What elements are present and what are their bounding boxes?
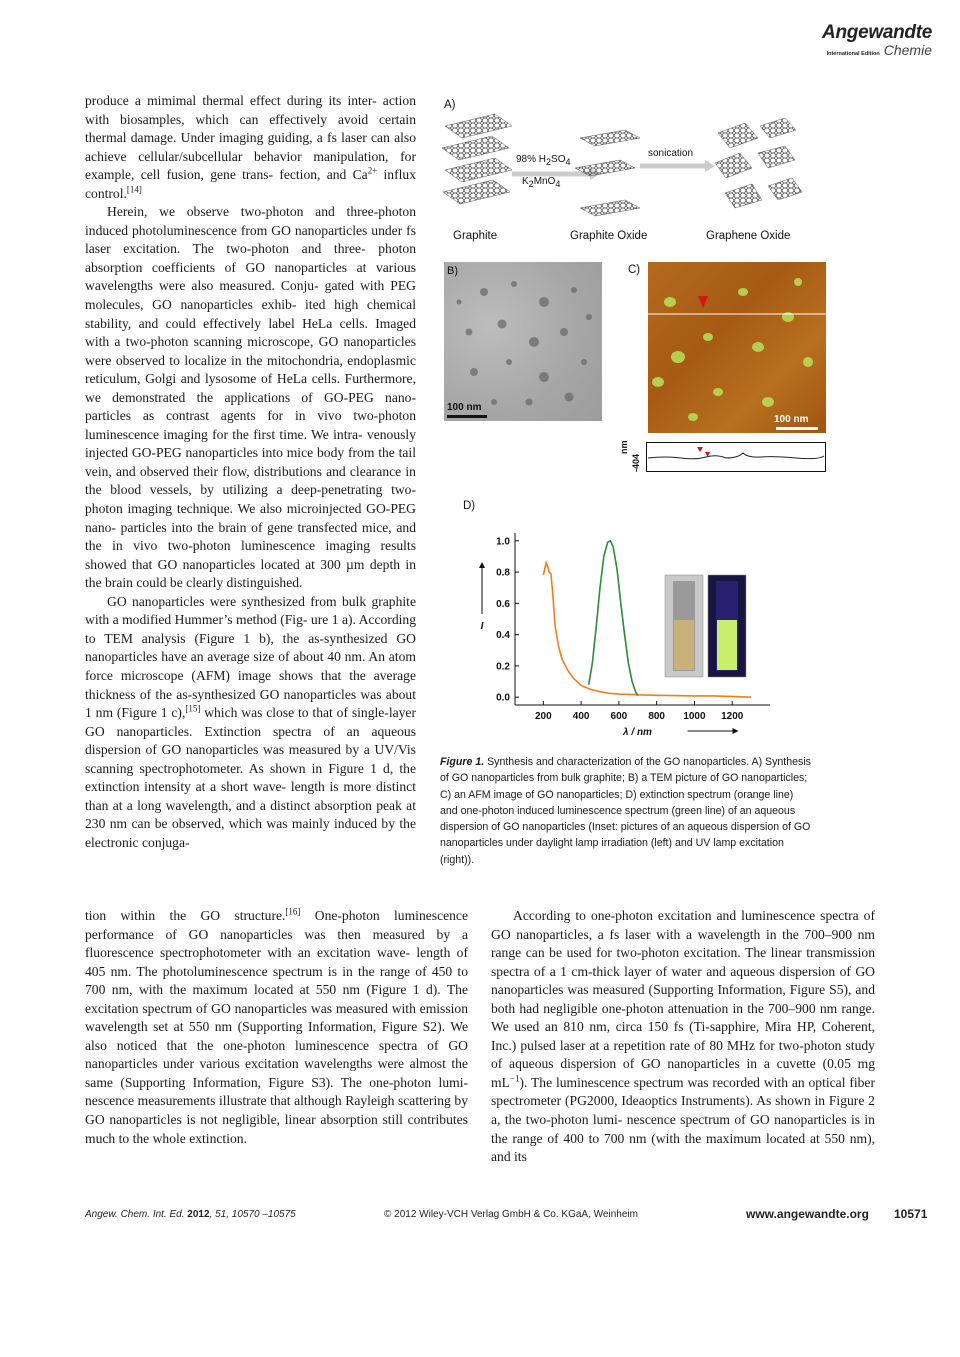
x-tick-label: 1200 (721, 711, 744, 722)
y-tick-label: 0.8 (496, 567, 510, 579)
footer-citation: Angew. Chem. Int. Ed. 2012, 51, 10570 –10575 (85, 1209, 296, 1220)
graphene-oxide-flakes (715, 118, 802, 208)
x-axis-arrowhead (733, 728, 739, 734)
sonication-label: sonication (648, 148, 694, 159)
profile-value: -404 (631, 453, 641, 472)
y-axis-arrowhead (479, 562, 485, 568)
scale-bar-b (447, 415, 487, 418)
right-column: According to one-photon excitation and luminescence spectra of GO nanoparticles, a fs laser with a wavelength in the 700–900 nm range can be used for two-photon excitation. The linear transmission spectra of a 1 cm-thick layer of water and aqueous dispersion of GO nanoparticles was measured (Supporting Information, Figure S5), and both had negligible one-photon attenuation in the 700–900 nm range. We used an 810 nm, circa 150 fs (Ti-sapphire, Mira HP, Coherent, Inc.) pulsed laser at a repetition rate of 80 MHz for two-photon study of aqueous dispersion of GO nanoparticles in a cuvette (0.05 mg $mL^{-1}$). The luminescence spectrum was recorded with an optical fiber spectrometer (PG2000, Ideaoptics Instruments). As shown in Figure 2 a, the two-photon lumi- nescence spectrum of GO nanoparticles is in the range of 400 to 700 nm (with the maximum located at 550 nm), and its (491, 908, 876, 1165)
footer-website[interactable]: www.angewandte.org (746, 1207, 869, 1221)
paragraph-2: Herein, we observe two-photon and three-photon induced photoluminescence from GO nanoparticles under fs laser excitation. The two-photon and three- photon absorption coefficients of GO nanoparticles at various wavelengths were also measured. Conju- gated with PEG molecules, GO nanoparticles exhib- ited high chemical stability, and could effectively label HeLa cells. Imaged with a two-photon scanning microscope, GO nanoparticles were observed to localize in the mitochondria, endoplasmic reticulum, Golgi and lysosome of HeLa cells. Furthermore, we demonstrated the applications of GO-PEG nano- particles as contrast agents for in vivo two-photon luminescence imaging for the first time. We intra- venously injected GO-PEG nanoparticles into mice body from the tail vein, and observed their flow, distributions and clearance in the blood vessels, by utilizing a deep-penetrating two-photon imaging technique. We also microinjected GO-PEG nano- particles into the brain of gene transfected mice, and the in vivo two-photon luminescence imaging results showed that GO nanoparticles located at 300 µm depth in the brain could be clearly distinguished. (85, 204, 417, 591)
panel-d-label: D) (463, 500, 476, 512)
x-tick-label: 200 (534, 711, 552, 722)
panel-a-label: A) (444, 99, 456, 111)
uv-liquid (717, 620, 737, 670)
y-tick-label: 0.4 (496, 630, 510, 642)
y-tick-label: 0.2 (496, 661, 510, 673)
journal-name: Angewandte (822, 22, 932, 43)
graphite-label: Graphite (453, 230, 498, 242)
scale-bar-c-label: 100 nm (774, 414, 809, 425)
afm-particles (648, 262, 826, 433)
scale-bar-c (776, 427, 818, 430)
x-tick-label: 600 (610, 711, 628, 722)
reagent-sulfuric-acid: 98% $H_2SO_4$ (516, 154, 571, 167)
paragraph-3: GO nanoparticles were synthesized from bulk graphite with a modified Hummer’s method (Fig- ure 1 a). According to TEM analysis (Figure 1 b), the as-synthesized GO nanoparticles have an average size of about 40 nm. An atom force microscope (AFM) image shows that the average thickness of the as-synthesized GO nanoparticles was about 1 nm (Figure 1 c),[15] which was close to that of single-layer GO nanoparticles. Extinction spectra of an aqueous dispersion of GO nanoparticles was measured by a UV/Vis scanning spectrophotometer. As shown in Figure 1 d, the extinction intensity at a short wave- length is more distinct than at a long wavelength, and a distinct absorption peak at 230 nm can be observed, which was mainly induced by the electronic conjuga- (85, 593, 416, 850)
y-tick-label: 0.6 (496, 598, 510, 610)
y-axis-label: I (480, 621, 484, 632)
footer-copyright: © 2012 Wiley-VCH Verlag GmbH & Co. KGaA, Weinheim (384, 1209, 638, 1220)
x-tick-label: 400 (572, 711, 590, 722)
paragraph-1: produce a mimimal thermal effect during its inter- action with biosamples, which can effectively avoid certain thermal damage. Under imaging guiding, a fs laser can also achieve cellular/subcellular behavior manipulation, for example, cell fusion, gene trans- fection, and $Ca^{2+}$ influx control.[14] (85, 93, 417, 201)
graphite-oxide-label: Graphite Oxide (570, 230, 648, 242)
page-number: 10571 (894, 1207, 928, 1221)
x-axis-label: λ / nm (623, 727, 652, 738)
y-tick-label: 0.0 (496, 692, 510, 704)
edition-label: International Edition (826, 51, 880, 57)
reagent-permanganate: $K_2MnO_4$ (522, 176, 561, 189)
panel-b-label: B) (447, 265, 458, 277)
panel-a-scheme (440, 108, 840, 233)
graphite-oxide-stack (575, 130, 640, 216)
x-tick-label: 1000 (683, 711, 706, 722)
graphene-oxide-label: Graphene Oxide (706, 230, 791, 242)
daylight-liquid (674, 620, 694, 670)
y-tick-label: 1.0 (496, 536, 510, 548)
afm-height-profile (646, 442, 826, 472)
figure-caption: Figure 1. Synthesis and characterization of the GO nanoparticles. A) Synthesis of GO nanoparticles from bulk graphite; B) a TEM picture of GO nanoparticles; C) an AFM image of GO nanoparticles; D) extinction spectrum (orange line) and one-photon induced luminescence spectrum (green line) of an aqueous dispersion of GO nanoparticles (Inset: pictures of an aqueous dispersion of GO nanoparticles under daylight lamp irradiation (left) and UV lamp excitation (right)). (440, 756, 811, 866)
graphite-stack (442, 114, 512, 204)
panel-c-label: C) (628, 264, 641, 276)
journal-subname: Chemie (883, 42, 932, 58)
profile-axis-labels (619, 442, 643, 472)
panel-b-tem-image (444, 262, 602, 421)
caption-label: Figure 1. (440, 756, 485, 768)
profile-unit: nm (619, 440, 629, 454)
x-tick-label: 800 (648, 711, 666, 722)
wide-paragraph: tion within the GO structure.[16] One-photon luminescence performance of GO nanoparticles was then measured by a fluorescence spectrophotometer with an excitation wave- length of 405 nm. The photoluminescence spectrum is in the range of 450 to 700 nm, with the maximum located at 550 nm (Figure 1 d). The excitation spectrum of GO nanoparticles was measured with emission wavelength set at 550 nm (Supporting Information, Figure S2). We also noticed that the one-photon luminescence spectra of GO nanoparticles under various excitation wavelengths were almost the same (Supporting Information, Figure S3). The one-photon lumi- nescence measurements illustrate that although Rayleigh scattering by GO nanoparticles is not negligible, linear absorption still contributes much to the whole extinction. (85, 906, 469, 1146)
left-column (85, 92, 416, 852)
journal-logo (822, 22, 932, 60)
tem-particles (444, 262, 602, 421)
scale-bar-b-label: 100 nm (447, 402, 482, 413)
panel-c-afm-image (648, 262, 826, 433)
spectrum-chart (470, 525, 780, 750)
series-luminescence (589, 541, 638, 696)
